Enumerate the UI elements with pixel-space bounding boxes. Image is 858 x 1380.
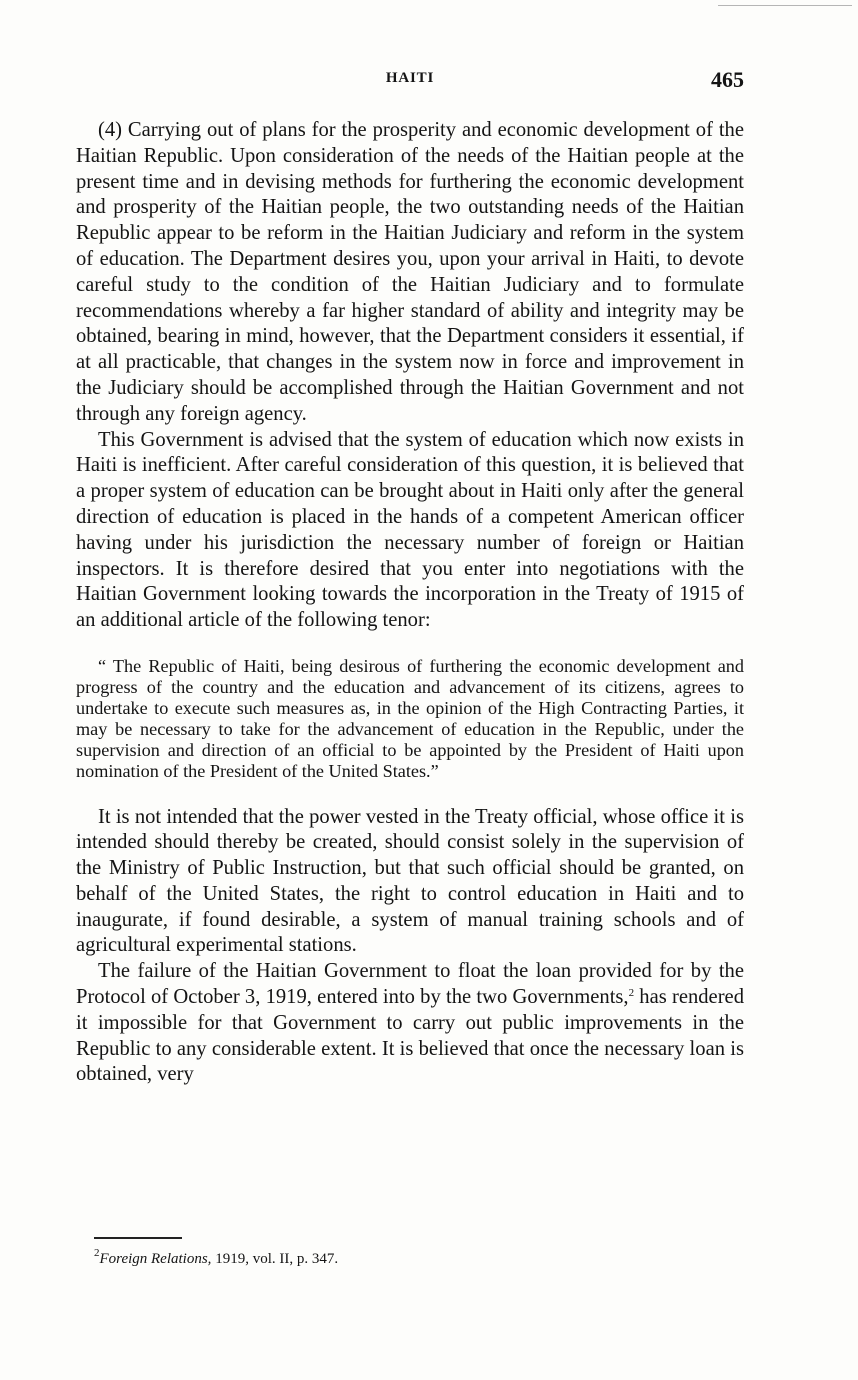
- footnote-marker: 2: [94, 1247, 100, 1259]
- loan-text-start: The failure of the Haitian Government to float the loan provided for by the Protocol of October 3, 1919, entered into by the two Governments,: [76, 960, 744, 1009]
- footnote-citation: 1919, vol. II, p. 347.: [211, 1251, 339, 1267]
- footnote-reference: 2: [628, 987, 635, 1000]
- paragraph-loan-failure: [76, 959, 744, 1088]
- paragraph-economic-development: (4) Carrying out of plans for the prosperity and economic development of the Haitian Republic. Upon consideration of the needs of the Haitian people at the present time and in devising methods for furthering the economic development and prosperity of the Haitian people, the two outstanding needs of the Haitian Republic appear to be reform in the Haitian Judiciary and reform in the system of education. The Department desires you, upon your arrival in Haiti, to devote careful study to the condition of the Haitian Judiciary and to formulate recommendations whereby a far higher standard of ability and integrity may be obtained, bearing in mind, however, that the Department considers it essential, if at all practicable, that changes in the system now in force and improvement in the Judiciary should be accomplished through the Haitian Government and not through any foreign agency.: [76, 119, 744, 425]
- paragraph-treaty-official: It is not intended that the power vested in the Treaty official, whose office it is intended should thereby be created, should consist solely in the supervision of the Ministry of Public Instruction, but that such official should be granted, on behalf of the United States, the right to control education in Haiti and to inaugurate, if found desirable, a system of manual training schools and of agricultural experimental stations.: [76, 805, 744, 957]
- footnote-separator: [94, 1237, 182, 1239]
- page-number: 465: [711, 67, 744, 92]
- loan-text-end: has rendered it impossible for that Government to carry out public improvements in the Republic to any considerable extent. It is believed that once the necessary loan is obtained, very: [76, 986, 744, 1086]
- running-header-title: HAITI: [385, 70, 435, 86]
- body-text: [76, 118, 744, 1088]
- treaty-article-quote: “ The Republic of Haiti, being desirous of furthering the economic development and progress of the country and the education and advancement of its citizens, agrees to undertake to execute such measures as, in the opinion of the High Contracting Parties, it may be necessary to take for the advancement of education in the Republic, under the supervision and direction of an official to be appointed by the President of Haiti upon nomination of the President of the United States.”: [76, 655, 744, 782]
- footnote: [94, 1247, 734, 1268]
- scan-edge-line: [718, 5, 852, 6]
- footnote-source: Foreign Relations,: [99, 1251, 212, 1267]
- paragraph-education-system: This Government is advised that the system of education which now exists in Haiti is inefficient. After careful consideration of this question, it is believed that a proper system of education can be brought about in Haiti only after the general direction of education is placed in the hands of a competent American officer having under his jurisdiction the necessary number of foreign or Haitian inspectors. It is therefore desired that you enter into negotiations with the Haitian Government looking towards the incorporation in the Treaty of 1915 of an additional article of the following tenor:: [76, 428, 744, 632]
